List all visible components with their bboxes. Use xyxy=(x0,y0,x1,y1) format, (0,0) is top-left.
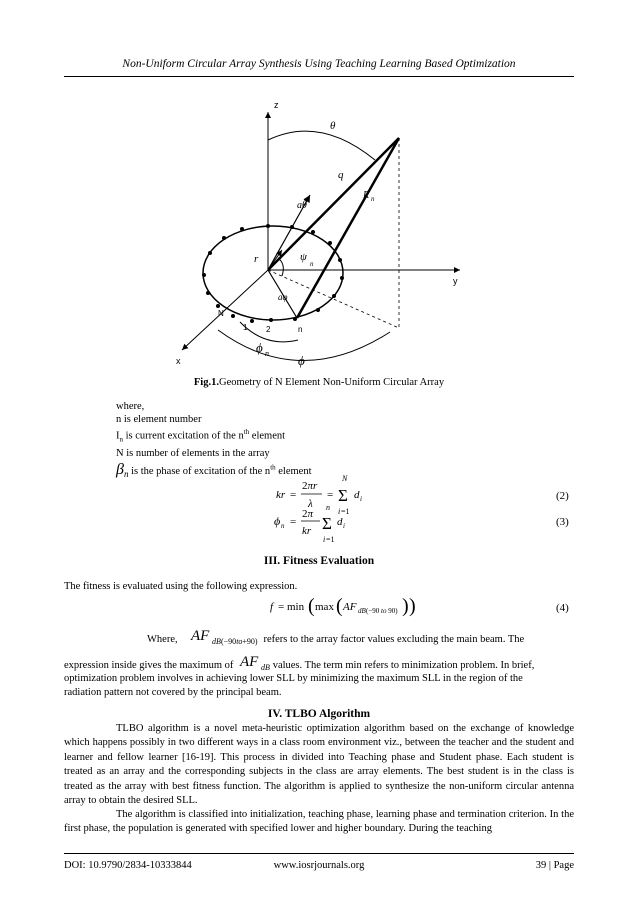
caption-text: Geometry of N Element Non-Uniform Circular Array xyxy=(218,377,445,388)
phi-n-label: ϕ xyxy=(256,340,263,355)
Rn-vector xyxy=(297,138,399,318)
svg-text:(−90to+90): (−90to+90) xyxy=(220,637,258,646)
svg-text:=1: =1 xyxy=(341,507,350,516)
svg-text:dB: dB xyxy=(211,637,221,646)
af-symbol-2 xyxy=(236,653,270,673)
N-label: N xyxy=(218,309,224,318)
svg-text:f: f xyxy=(270,601,274,613)
section-4-paragraph-2: The algorithm is classified into initialization, teaching phase, learning phase and termination criterion. In the first phase, the population is generated with specified lower and higher boundary. During the teaching xyxy=(64,809,574,835)
N-definition: N is number of elements in the array xyxy=(116,448,270,460)
section-3-heading: III. Fitness Evaluation xyxy=(263,555,375,567)
equation-4 xyxy=(268,593,448,619)
section-3-line-4: radiation pattern not covered by the principal beam. xyxy=(64,687,282,698)
svg-text:(: ( xyxy=(308,595,315,617)
y-label: y xyxy=(453,276,458,286)
equation-3-number: (3) xyxy=(556,516,569,528)
af-max-line: expression inside gives the maximum of AF dB values. The term min refers to minimization problem. In brief, xyxy=(64,654,535,672)
Rn-sub-label: n xyxy=(371,195,375,203)
I-definition: $I_n$ is current excitation of the $n^{th}$ element xyxy=(116,428,286,444)
svg-text:2π: 2π xyxy=(302,508,314,520)
svg-text:i: i xyxy=(338,507,341,516)
beta-definition: $\beta_n$ is the phase of excitation of the $n^{th}$ element xyxy=(116,461,312,480)
definitions-list xyxy=(116,400,285,460)
svg-text:(−90 to 90): (−90 to 90) xyxy=(366,607,398,615)
one-label: 1 xyxy=(243,323,248,332)
svg-text:): ) xyxy=(402,595,409,617)
svg-text:max: max xyxy=(315,601,334,613)
svg-text:=1: =1 xyxy=(326,535,335,544)
svg-text:=: = xyxy=(290,516,297,528)
svg-text:kr: kr xyxy=(302,525,312,537)
x-label: x xyxy=(176,356,181,366)
svg-text:ϕ: ϕ xyxy=(274,514,281,528)
two-label: 2 xyxy=(266,325,271,334)
svg-text:N: N xyxy=(342,474,348,483)
where-af-line: Where, AF dB (−90to+90) refers to the array factor values excluding the main beam. The xyxy=(147,628,525,646)
z-label: z xyxy=(274,100,279,110)
svg-text:= min: = min xyxy=(278,601,305,613)
svg-text:AF: AF xyxy=(190,628,210,644)
figure-caption xyxy=(0,377,638,388)
q-label: q xyxy=(338,169,344,181)
section-4-heading: IV. TLBO Algorithm xyxy=(267,708,371,720)
svg-text:d: d xyxy=(337,516,343,528)
svg-text:AF: AF xyxy=(240,654,259,670)
footer-rule xyxy=(64,853,574,854)
section-3-intro: The fitness is evaluated using the following expression. xyxy=(64,581,298,592)
svg-text:λ: λ xyxy=(308,498,313,510)
svg-text:=: = xyxy=(290,489,297,501)
section-3-line-3: optimization problem involves in achieving lower SLL by minimizing the maximum SLL in the region of the xyxy=(64,673,523,684)
svg-text:AF: AF xyxy=(343,601,357,613)
where-line: where, xyxy=(116,401,145,412)
phi-n-sub-label: n xyxy=(265,349,269,358)
svg-text:Σ: Σ xyxy=(338,486,348,505)
phi-label: ϕ xyxy=(298,353,305,368)
footer-site: www.iosrjournals.org xyxy=(273,860,365,871)
header-rule xyxy=(64,76,574,77)
psi-sub-label: n xyxy=(310,260,314,268)
section-4-paragraph-1: TLBO algorithm is a novel meta-heuristic optimization algorithm based on the exchange of knowledge which happens possibly in two different ways in a class room environment viz., between the teacher and the student and learner and fellow learner [16-19]. This process in divided into Teaching phase and Student phase. Each student is treated as an array and the corresponding subjects in the class are array elements. The best student is in the class is treated as the array with best fitness function. The algorithm is applied to synthesize the non-uniform circular antenna array to obtain the desired SLL. xyxy=(64,723,574,807)
theta-arc xyxy=(268,131,375,160)
equation-4-number: (4) xyxy=(556,602,569,614)
svg-text:n: n xyxy=(326,503,330,512)
svg-text:i: i xyxy=(343,522,345,530)
x-axis xyxy=(182,270,268,350)
svg-text:dB: dB xyxy=(358,607,366,615)
psi-label: ψ xyxy=(300,251,307,263)
caption-label: Fig.1. xyxy=(193,377,219,388)
equation-2-number: (2) xyxy=(556,490,569,502)
r-label: r xyxy=(254,253,259,265)
af-symbol-1 xyxy=(189,627,261,647)
Rn-label: R xyxy=(363,190,370,201)
a-theta-label: aθ xyxy=(297,200,307,211)
theta-label: θ xyxy=(330,120,336,132)
n-label: n xyxy=(298,325,303,334)
svg-text:Σ: Σ xyxy=(322,514,332,533)
svg-text:(: ( xyxy=(336,595,343,617)
svg-text:n: n xyxy=(281,522,285,530)
running-header: Non-Uniform Circular Array Synthesis Using Teaching Learning Based Optimization xyxy=(122,58,516,70)
svg-text:kr: kr xyxy=(276,489,286,501)
svg-text:2πr: 2πr xyxy=(302,480,318,492)
svg-text:): ) xyxy=(409,595,416,617)
geometry-diagram xyxy=(170,100,470,370)
svg-text:=: = xyxy=(327,489,334,501)
footer-doi: DOI: 10.9790/2834-10333844 xyxy=(64,860,192,871)
equation-3 xyxy=(270,503,410,549)
n-definition: n is element number xyxy=(116,414,202,426)
a-phi-label: aφ xyxy=(278,292,288,302)
array-geometry-figure xyxy=(170,100,470,370)
svg-text:i: i xyxy=(323,535,326,544)
svg-text:d: d xyxy=(354,489,360,501)
svg-text:dB: dB xyxy=(261,663,270,672)
footer-page: 39 | Page xyxy=(535,860,574,871)
svg-text:i: i xyxy=(360,495,362,503)
